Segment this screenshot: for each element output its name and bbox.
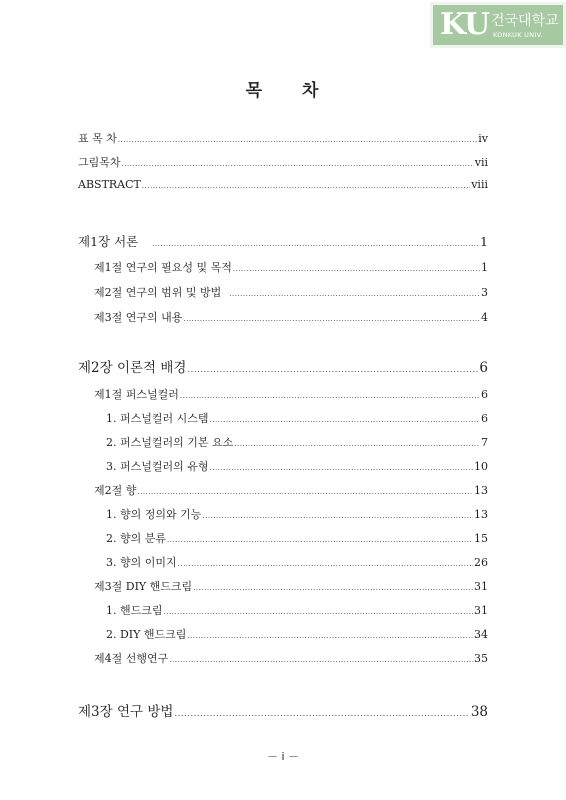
- dot-leader: [183, 315, 480, 323]
- dot-leader: [233, 265, 480, 273]
- logo-mark: KU: [440, 7, 490, 42]
- dot-leader: [169, 656, 473, 664]
- toc-label: 2. 퍼스널컬러의 기본 요소: [106, 436, 234, 449]
- page-number: － i －: [266, 750, 300, 763]
- toc-page: 10: [474, 460, 488, 473]
- toc-entry-figures[interactable]: [78, 154, 488, 170]
- toc-label: 제1절 퍼스널컬러: [94, 388, 179, 401]
- toc-page: 1: [480, 234, 488, 249]
- toc-page: 7: [481, 436, 488, 449]
- toc-label: 그림목차: [78, 156, 121, 169]
- dot-leader: [187, 632, 473, 640]
- toc-entry-tables[interactable]: [78, 130, 488, 146]
- dot-leader: [210, 464, 474, 472]
- toc-page: 31: [474, 604, 488, 617]
- toc-section[interactable]: [94, 386, 488, 402]
- toc-page: 35: [474, 652, 488, 665]
- toc-label: 제2절 향: [94, 484, 137, 497]
- toc-page: 31: [474, 580, 488, 593]
- dot-leader: [210, 416, 481, 424]
- dot-leader: [180, 392, 480, 400]
- toc-chapter-1[interactable]: [78, 232, 488, 250]
- toc-label: 2. 향의 분류: [106, 532, 166, 545]
- toc-label: ABSTRACT: [78, 178, 141, 191]
- toc-subsection[interactable]: [106, 602, 488, 618]
- toc-page: iv: [478, 132, 488, 145]
- toc-label: 제3절 연구의 내용: [94, 311, 183, 324]
- dot-leader: [202, 512, 473, 520]
- dot-leader: [229, 290, 480, 298]
- dot-leader: [187, 365, 478, 375]
- toc-subsection[interactable]: [106, 554, 488, 570]
- toc-page: 4: [481, 311, 488, 324]
- toc-label: 표 목 차: [78, 132, 117, 145]
- toc-section[interactable]: [94, 482, 488, 498]
- toc-label: 3. 향의 이미지: [106, 556, 177, 569]
- dot-leader: [137, 488, 473, 496]
- toc-page: 6: [479, 360, 488, 376]
- toc-entry-abstract[interactable]: [78, 178, 488, 191]
- toc-page: 15: [474, 532, 488, 545]
- toc-page: 26: [474, 556, 488, 569]
- toc-page: viii: [471, 178, 488, 191]
- dot-leader: [164, 608, 474, 616]
- toc-label: 제1절 연구의 필요성 및 목적: [94, 261, 232, 274]
- toc-section[interactable]: [94, 284, 488, 300]
- toc-page: 6: [481, 388, 488, 401]
- dot-leader: [193, 584, 473, 592]
- university-logo: [430, 2, 566, 48]
- dot-leader: [142, 182, 470, 190]
- toc-label: 제4절 선행연구: [94, 652, 169, 665]
- toc-page: 34: [474, 628, 488, 641]
- toc-page: 1: [481, 261, 488, 274]
- toc-section[interactable]: [94, 259, 488, 275]
- toc-label: 1. 향의 정의와 기능: [106, 508, 202, 521]
- toc-section[interactable]: [94, 309, 488, 325]
- toc-subsection[interactable]: [106, 626, 488, 642]
- toc-page: vii: [474, 156, 488, 169]
- toc-section[interactable]: [94, 650, 488, 666]
- dot-leader: [174, 709, 469, 719]
- dot-leader: [234, 440, 480, 448]
- toc-subsection[interactable]: [106, 458, 488, 474]
- toc-label: 제2절 연구의 범위 및 방법: [94, 286, 222, 299]
- toc-chapter-3[interactable]: [78, 700, 488, 720]
- logo-name-english: KONKUK UNIV.: [493, 31, 543, 39]
- toc-label: 2. DIY 핸드크림: [106, 628, 187, 641]
- toc-page: 6: [481, 412, 488, 425]
- toc-section[interactable]: [94, 578, 488, 594]
- toc-page: 13: [474, 508, 488, 521]
- toc-label: 제3절 DIY 핸드크림: [94, 580, 193, 593]
- logo-name-korean: 건국대학교: [491, 13, 559, 29]
- toc-page: 3: [481, 286, 488, 299]
- toc-subsection[interactable]: [106, 410, 488, 426]
- dot-leader: [178, 560, 473, 568]
- toc-label: 1. 퍼스널컬러 시스템: [106, 412, 209, 425]
- toc-subsection[interactable]: [106, 506, 488, 522]
- toc-label: 1. 핸드크림: [106, 604, 163, 617]
- toc-page: 38: [470, 704, 488, 720]
- dot-leader: [122, 160, 474, 168]
- toc-label: 3. 퍼스널컬러의 유형: [106, 460, 209, 473]
- toc-label: 제2장 이론적 배경: [78, 360, 187, 376]
- toc-subsection[interactable]: [106, 434, 488, 450]
- toc-subsection[interactable]: [106, 530, 488, 546]
- page-title: 목 차: [245, 81, 321, 101]
- dot-leader: [167, 536, 473, 544]
- toc-label: 제3장 연구 방법: [78, 704, 174, 720]
- dot-leader: [118, 136, 477, 144]
- toc-label: 제1장 서론: [78, 234, 139, 249]
- toc-page: 13: [474, 484, 488, 497]
- dot-leader: [152, 240, 479, 248]
- toc-chapter-2[interactable]: [78, 356, 488, 376]
